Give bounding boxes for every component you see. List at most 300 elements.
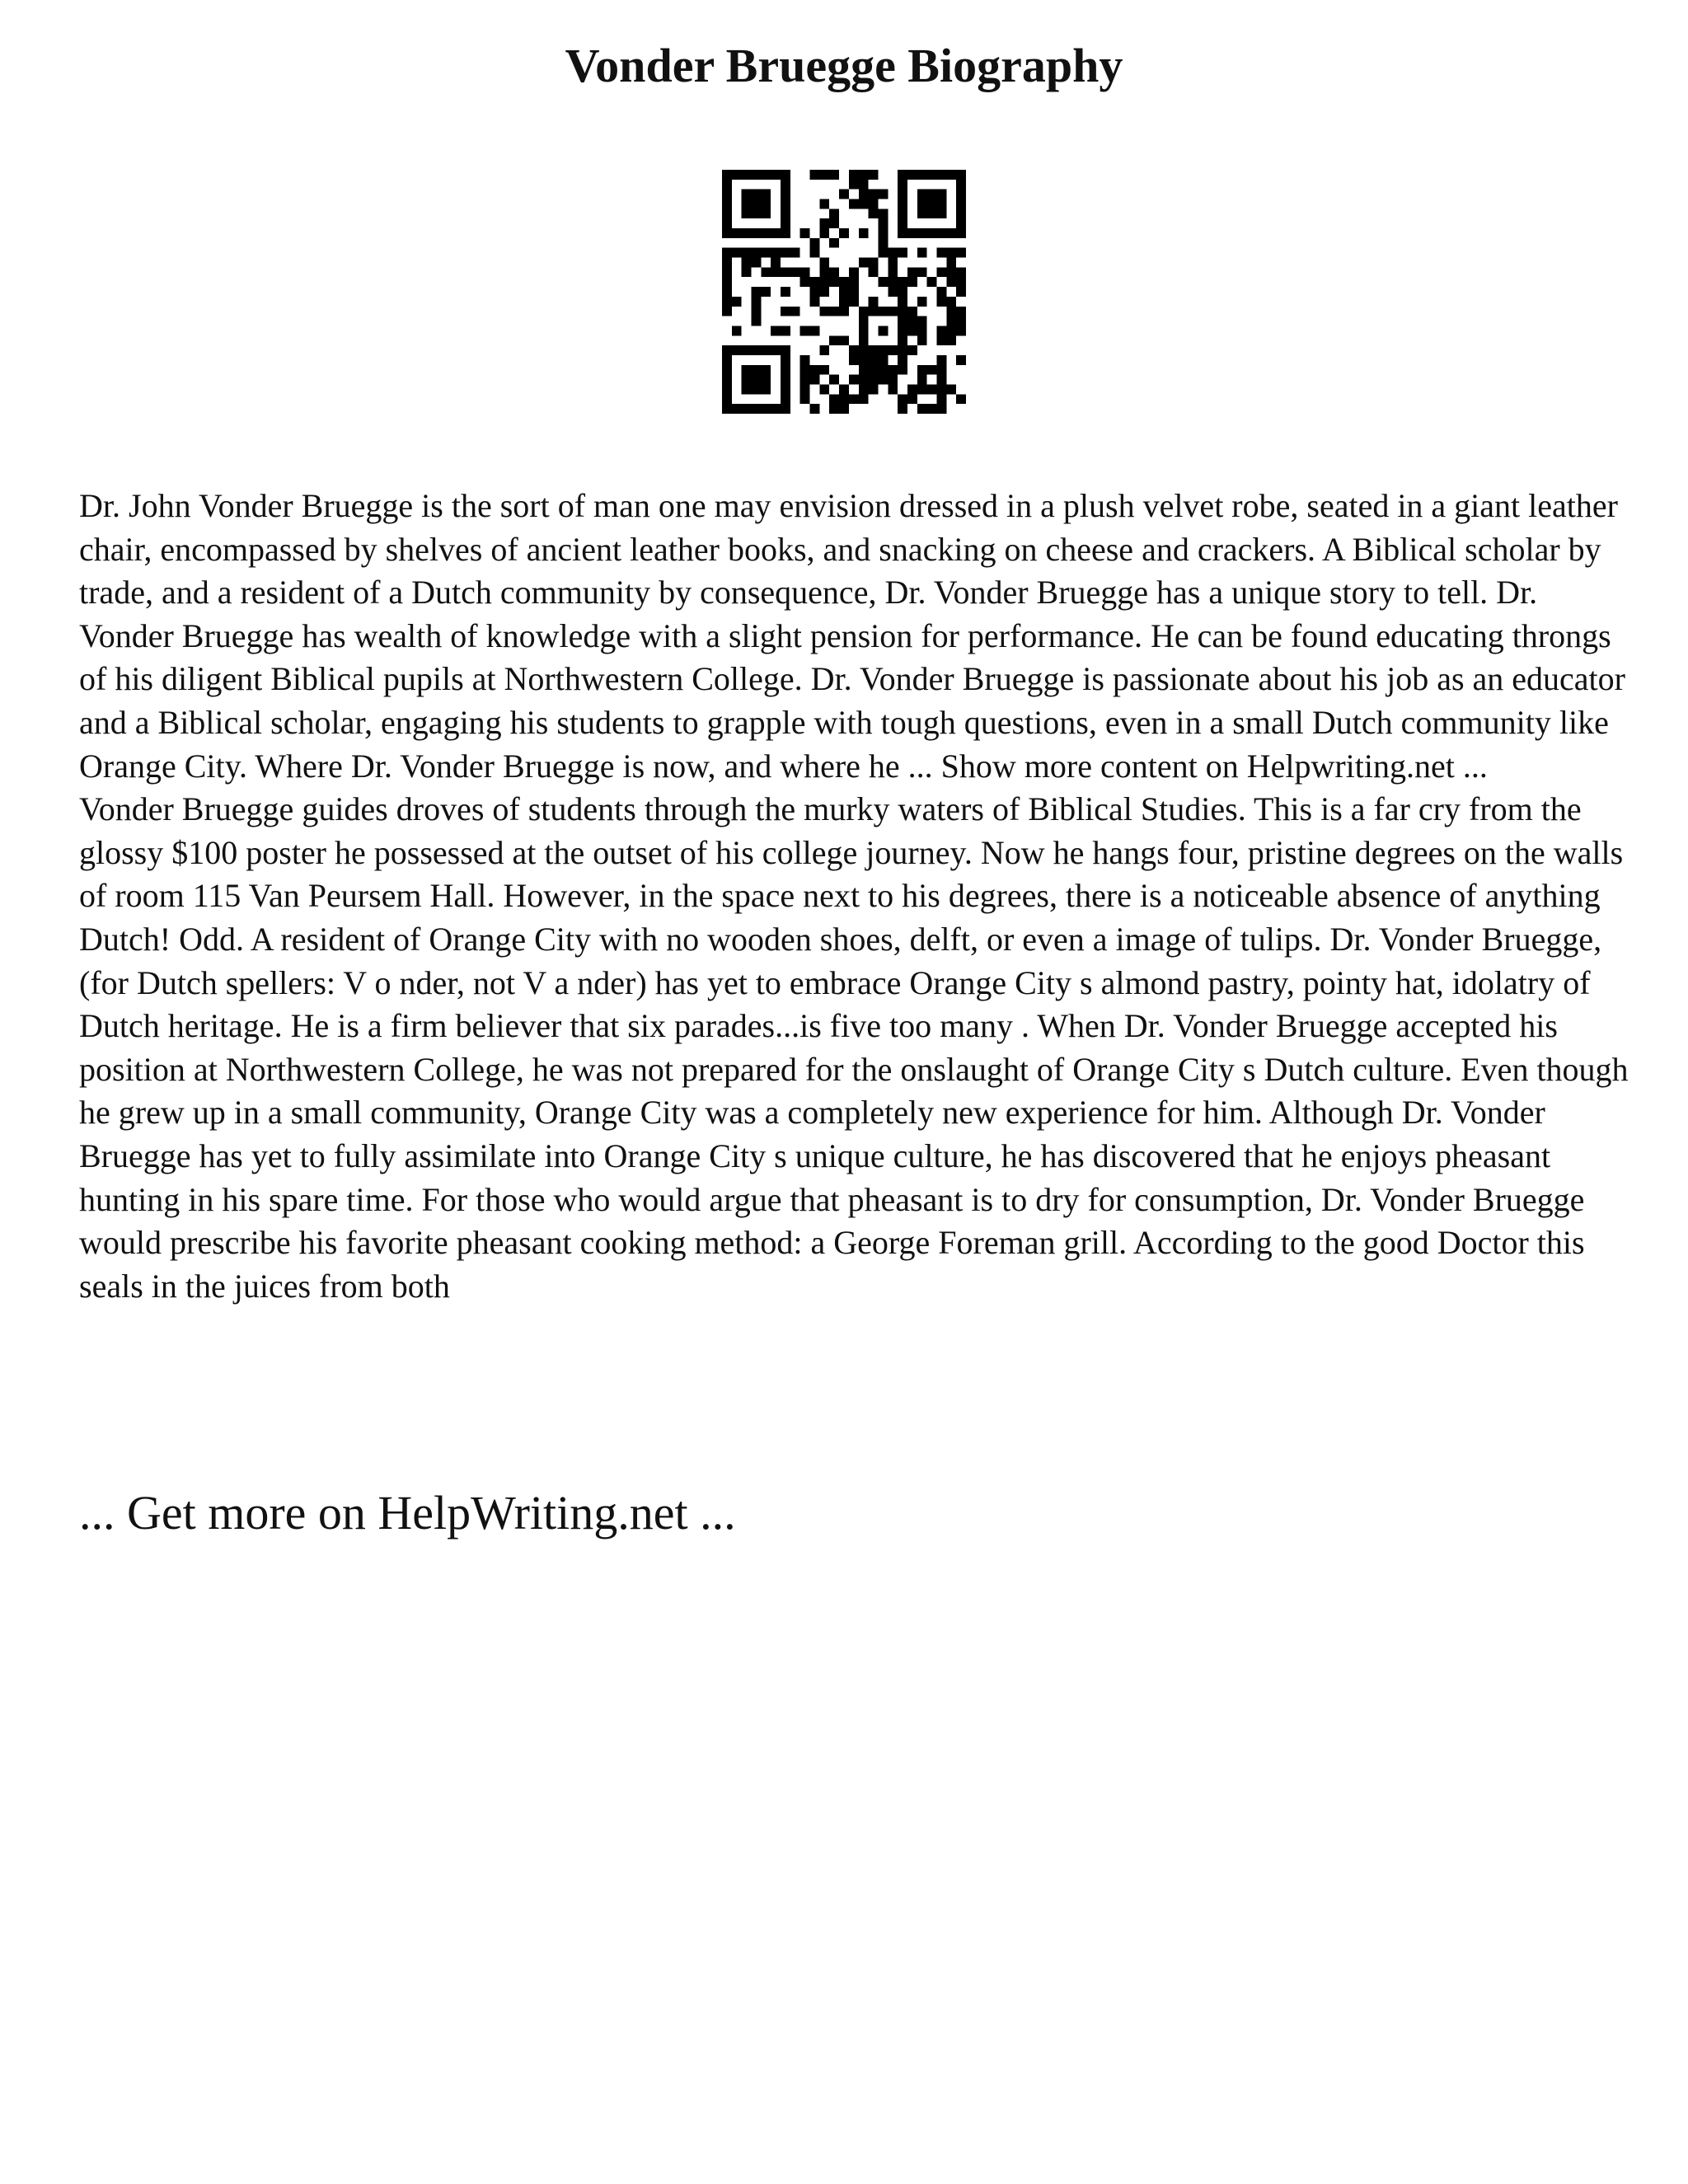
qr-module [732, 228, 742, 238]
qr-module [898, 287, 907, 297]
qr-module [907, 228, 917, 238]
paragraph-2: Vonder Bruegge guides droves of students through the murky waters of Biblical Studies. This is a far cry from the glossy $100 poster he possessed at the outset of his college journey. Now he hangs four, pristine degrees on the walls of room 115 Van Peursem Hall. However, in the space next to his degrees, there is a noticeable absence of anything Dutch! Odd. A resident of Orange City with no wooden shoes, delft, or even a image of tulips. Dr. Vonder Bruegge, (for Dutch spellers: V o nder, not V a nder) has yet to embrace Orange City s almond pastry, pointy hat, idolatry of Dutch heritage. He is a firm believer that six parades...is five too many . When Dr. Vonder Bruegge accepted his position at Northwestern College, he was not prepared for the onslaught of Orange City s Dutch culture. Even though he grew up in a small community, Orange City was a completely new experience for him. Although Dr. Vonder Bruegge has yet to fully assimilate into Orange City s unique culture, he has discovered that he enjoys pheasant hunting in his spare time. For those who would argue that pheasant is to dry for consumption, Dr. Vonder Bruegge would prescribe his favorite pheasant cooking method: a George Foreman grill. According to the good Doctor this seals in the juices from both [79, 790, 1629, 1305]
qr-module [781, 170, 790, 180]
qr-module [819, 307, 829, 316]
qr-module [722, 384, 732, 394]
qr-module [936, 170, 946, 180]
qr-module [907, 384, 917, 394]
qr-module [956, 180, 966, 190]
qr-module [907, 316, 917, 326]
qr-module [888, 365, 898, 375]
qr-module [742, 170, 752, 180]
qr-module [742, 258, 752, 268]
qr-module [917, 375, 927, 385]
qr-module [722, 258, 732, 268]
qr-module [888, 277, 898, 287]
qr-module [819, 258, 829, 268]
qr-code-icon [722, 170, 966, 414]
qr-module [878, 375, 888, 385]
qr-module [829, 209, 839, 218]
qr-module [888, 267, 898, 277]
qr-module [829, 238, 839, 248]
qr-module [888, 287, 898, 297]
qr-module [917, 326, 927, 335]
qr-module [810, 404, 820, 414]
qr-module [869, 355, 879, 365]
qr-module [859, 258, 869, 268]
qr-module [936, 384, 946, 394]
qr-module [752, 375, 762, 385]
qr-module [771, 228, 781, 238]
qr-module [752, 404, 762, 414]
qr-module [829, 394, 839, 404]
qr-module [800, 384, 810, 394]
qr-module [781, 248, 790, 258]
qr-module [956, 316, 966, 326]
qr-module [878, 355, 888, 365]
qr-module [956, 218, 966, 228]
qr-module [752, 199, 762, 209]
qr-module [839, 307, 849, 316]
qr-module [946, 316, 956, 326]
qr-module [917, 228, 927, 238]
qr-module [761, 199, 771, 209]
qr-module [752, 258, 762, 268]
qr-module [869, 190, 879, 199]
qr-module [829, 218, 839, 228]
qr-module [946, 170, 956, 180]
qr-module [936, 199, 946, 209]
qr-module [819, 170, 829, 180]
qr-module [839, 384, 849, 394]
qr-module [839, 190, 849, 199]
qr-module [898, 335, 907, 345]
qr-module [869, 170, 879, 180]
qr-module [927, 365, 937, 375]
qr-module [732, 297, 742, 307]
qr-module [771, 170, 781, 180]
qr-module [781, 384, 790, 394]
qr-module [936, 190, 946, 199]
qr-module [800, 375, 810, 385]
qr-module [829, 277, 839, 287]
qr-module [936, 297, 946, 307]
qr-module [810, 375, 820, 385]
qr-module [781, 287, 790, 297]
qr-module [878, 326, 888, 335]
qr-module [859, 345, 869, 355]
qr-module [800, 355, 810, 365]
qr-module [819, 287, 829, 297]
qr-module [946, 277, 956, 287]
qr-module [819, 277, 829, 287]
qr-module [898, 307, 907, 316]
qr-module [742, 375, 752, 385]
qr-module [927, 228, 937, 238]
qr-module [742, 228, 752, 238]
qr-module [800, 365, 810, 375]
qr-module [722, 375, 732, 385]
qr-module [771, 248, 781, 258]
qr-module [829, 404, 839, 414]
qr-module [819, 384, 829, 394]
qr-module [917, 316, 927, 326]
qr-module [927, 384, 937, 394]
qr-module [878, 190, 888, 199]
qr-module [761, 209, 771, 218]
qr-module [771, 326, 781, 335]
qr-module [732, 345, 742, 355]
qr-module [956, 394, 966, 404]
qr-module [761, 384, 771, 394]
qr-module [849, 297, 859, 307]
qr-module [800, 326, 810, 335]
page-title: Vonder Bruegge Biography [565, 39, 1123, 92]
qr-module [722, 248, 732, 258]
qr-module [956, 209, 966, 218]
qr-module [781, 199, 790, 209]
qr-module [946, 248, 956, 258]
qr-module [722, 228, 732, 238]
qr-module [752, 345, 762, 355]
qr-module [722, 404, 732, 414]
qr-module [781, 228, 790, 238]
qr-module [810, 248, 820, 258]
qr-module [761, 345, 771, 355]
qr-module [752, 170, 762, 180]
qr-module [781, 218, 790, 228]
qr-module [829, 267, 839, 277]
qr-module [907, 277, 917, 287]
qr-module [752, 228, 762, 238]
qr-module [839, 287, 849, 297]
qr-module [752, 248, 762, 258]
qr-module [878, 218, 888, 228]
qr-module [917, 190, 927, 199]
qr-module [956, 326, 966, 335]
qr-module [810, 365, 820, 375]
qr-module [936, 248, 946, 258]
qr-module [888, 375, 898, 385]
qr-module [810, 287, 820, 297]
qr-module [829, 170, 839, 180]
qr-module [722, 218, 732, 228]
qr-module [956, 307, 966, 316]
qr-module [752, 365, 762, 375]
qr-module [946, 267, 956, 277]
qr-module [859, 170, 869, 180]
qr-module [819, 199, 829, 209]
qr-module [742, 190, 752, 199]
qr-module [946, 326, 956, 335]
qr-module [936, 375, 946, 385]
qr-module [907, 394, 917, 404]
qr-module [936, 267, 946, 277]
qr-module [761, 228, 771, 238]
qr-module [898, 209, 907, 218]
qr-module [722, 190, 732, 199]
qr-module [869, 384, 879, 394]
qr-module [869, 297, 879, 307]
get-more-link[interactable]: ... Get more on HelpWriting.net ... [79, 1486, 736, 1540]
qr-module [869, 345, 879, 355]
qr-module [869, 258, 879, 268]
qr-module [810, 297, 820, 307]
qr-module [781, 355, 790, 365]
qr-module [927, 199, 937, 209]
qr-module [898, 228, 907, 238]
qr-module [722, 267, 732, 277]
qr-module [722, 365, 732, 375]
qr-module [936, 355, 946, 365]
qr-module [927, 190, 937, 199]
qr-module [839, 297, 849, 307]
qr-module [722, 180, 732, 190]
qr-module [781, 209, 790, 218]
qr-module [752, 316, 762, 326]
qr-module [722, 199, 732, 209]
qr-module [742, 209, 752, 218]
qr-module [790, 307, 800, 316]
qr-module [878, 277, 888, 287]
qr-module [781, 375, 790, 385]
qr-module [869, 375, 879, 385]
qr-module [849, 267, 859, 277]
qr-module [742, 384, 752, 394]
qr-module [761, 170, 771, 180]
qr-module [888, 345, 898, 355]
qr-module [800, 394, 810, 404]
qr-module [742, 248, 752, 258]
qr-module [752, 209, 762, 218]
qr-module [839, 404, 849, 414]
qr-module [898, 190, 907, 199]
qr-module [722, 345, 732, 355]
qr-module [742, 345, 752, 355]
qr-module [859, 394, 869, 404]
qr-module [732, 404, 742, 414]
qr-module [761, 267, 771, 277]
qr-module [917, 199, 927, 209]
qr-module [927, 404, 937, 414]
qr-module [927, 277, 937, 287]
qr-module [917, 267, 927, 277]
qr-module [936, 209, 946, 218]
qr-module [781, 307, 790, 316]
qr-module [742, 267, 752, 277]
qr-module [898, 297, 907, 307]
qr-module [946, 335, 956, 345]
qr-module [849, 180, 859, 190]
qr-module [810, 238, 820, 248]
qr-module [752, 307, 762, 316]
qr-module [956, 248, 966, 258]
qr-module [898, 326, 907, 335]
qr-module [917, 248, 927, 258]
qr-module [946, 384, 956, 394]
qr-module [752, 297, 762, 307]
qr-module [781, 345, 790, 355]
qr-module [752, 287, 762, 297]
qr-module [907, 345, 917, 355]
qr-module [849, 355, 859, 365]
qr-module [742, 404, 752, 414]
qr-module [859, 199, 869, 209]
qr-module [859, 190, 869, 199]
qr-module [956, 267, 966, 277]
qr-module [849, 345, 859, 355]
qr-module [878, 307, 888, 316]
qr-module [781, 326, 790, 335]
qr-module [761, 404, 771, 414]
qr-module [781, 267, 790, 277]
qr-module [722, 394, 732, 404]
qr-module [732, 248, 742, 258]
qr-module [800, 277, 810, 287]
qr-module [878, 228, 888, 238]
qr-module [898, 394, 907, 404]
qr-module [878, 238, 888, 248]
qr-module [898, 316, 907, 326]
qr-module [869, 267, 879, 277]
qr-module [722, 277, 732, 287]
qr-module [907, 267, 917, 277]
qr-module [859, 316, 869, 326]
qr-module [839, 228, 849, 238]
qr-module [742, 365, 752, 375]
qr-module [898, 404, 907, 414]
qr-module [898, 277, 907, 287]
qr-module [936, 365, 946, 375]
qr-module [907, 326, 917, 335]
qr-module [946, 307, 956, 316]
qr-module [898, 218, 907, 228]
qr-module [810, 326, 820, 335]
qr-module [878, 345, 888, 355]
qr-module [898, 180, 907, 190]
qr-module [839, 394, 849, 404]
qr-module [849, 170, 859, 180]
qr-module [849, 394, 859, 404]
qr-module [849, 375, 859, 385]
qr-module [859, 384, 869, 394]
qr-module [790, 248, 800, 258]
qr-module [771, 404, 781, 414]
qr-module [917, 297, 927, 307]
qr-module [752, 190, 762, 199]
qr-module [800, 228, 810, 238]
qr-module [956, 170, 966, 180]
qr-module [819, 218, 829, 228]
qr-module [761, 375, 771, 385]
qr-module [927, 170, 937, 180]
qr-module [956, 199, 966, 209]
qr-module [800, 267, 810, 277]
qr-module [771, 267, 781, 277]
qr-module [829, 375, 839, 385]
qr-module [869, 307, 879, 316]
qr-module [898, 170, 907, 180]
qr-module [917, 404, 927, 414]
qr-module [936, 228, 946, 238]
qr-module [859, 375, 869, 385]
qr-module [859, 335, 869, 345]
qr-module [859, 228, 869, 238]
qr-module [761, 248, 771, 258]
qr-module [869, 209, 879, 218]
qr-module [771, 258, 781, 268]
qr-module [936, 404, 946, 414]
qr-module [790, 267, 800, 277]
qr-module [898, 355, 907, 365]
qr-module [898, 248, 907, 258]
qr-module [946, 297, 956, 307]
qr-code-graphic [722, 170, 966, 414]
qr-module [907, 307, 917, 316]
qr-module [781, 404, 790, 414]
qr-module [956, 287, 966, 297]
qr-module [732, 170, 742, 180]
qr-module [878, 365, 888, 375]
qr-module [781, 365, 790, 375]
qr-module [722, 170, 732, 180]
qr-module [761, 190, 771, 199]
qr-module [917, 365, 927, 375]
qr-module [878, 248, 888, 258]
qr-module [956, 355, 966, 365]
qr-module [819, 365, 829, 375]
qr-module [849, 277, 859, 287]
paragraph-1: Dr. John Vonder Bruegge is the sort of man one may envision dressed in a plush velvet robe, seated in a giant leather chair, encompassed by shelves of ancient leather books, and snacking on cheese and crackers. A Biblical scholar by trade, and a resident of a Dutch community by consequence, Dr. Vonder Bruegge has a unique story to tell. Dr. Vonder Bruegge has wealth of knowledge with a slight pension for performance. He can be found educating throngs of his diligent Biblical pupils at Northwestern College. Dr. Vonder Bruegge is passionate about his job as an educator and a Biblical scholar, engaging his students to grapple with tough questions, even in a small Dutch community like Orange City. Where Dr. Vonder Bruegge is now, and where he ... Show more content on Helpwriting.net ... [79, 487, 1625, 785]
qr-module [819, 345, 829, 355]
qr-module [742, 199, 752, 209]
qr-module [917, 170, 927, 180]
qr-module [936, 335, 946, 345]
qr-module [781, 190, 790, 199]
qr-module [956, 277, 966, 287]
qr-module [956, 190, 966, 199]
qr-module [781, 180, 790, 190]
qr-module [898, 365, 907, 375]
qr-module [936, 326, 946, 335]
qr-module [888, 258, 898, 268]
qr-module [781, 394, 790, 404]
qr-module [722, 355, 732, 365]
qr-module [936, 287, 946, 297]
qr-module [819, 267, 829, 277]
qr-module [888, 248, 898, 258]
qr-module [859, 355, 869, 365]
qr-module [722, 307, 732, 316]
qr-module [752, 384, 762, 394]
qr-module [771, 345, 781, 355]
qr-module [946, 228, 956, 238]
qr-module [917, 335, 927, 345]
qr-module [810, 170, 820, 180]
qr-module [869, 199, 879, 209]
article-body [79, 485, 1629, 1308]
qr-module [946, 258, 956, 268]
qr-module [907, 170, 917, 180]
qr-module [859, 180, 869, 190]
qr-module [859, 326, 869, 335]
qr-module [732, 326, 742, 335]
qr-module [849, 287, 859, 297]
qr-module [839, 335, 849, 345]
qr-module [917, 384, 927, 394]
qr-module [956, 228, 966, 238]
qr-module [898, 345, 907, 355]
